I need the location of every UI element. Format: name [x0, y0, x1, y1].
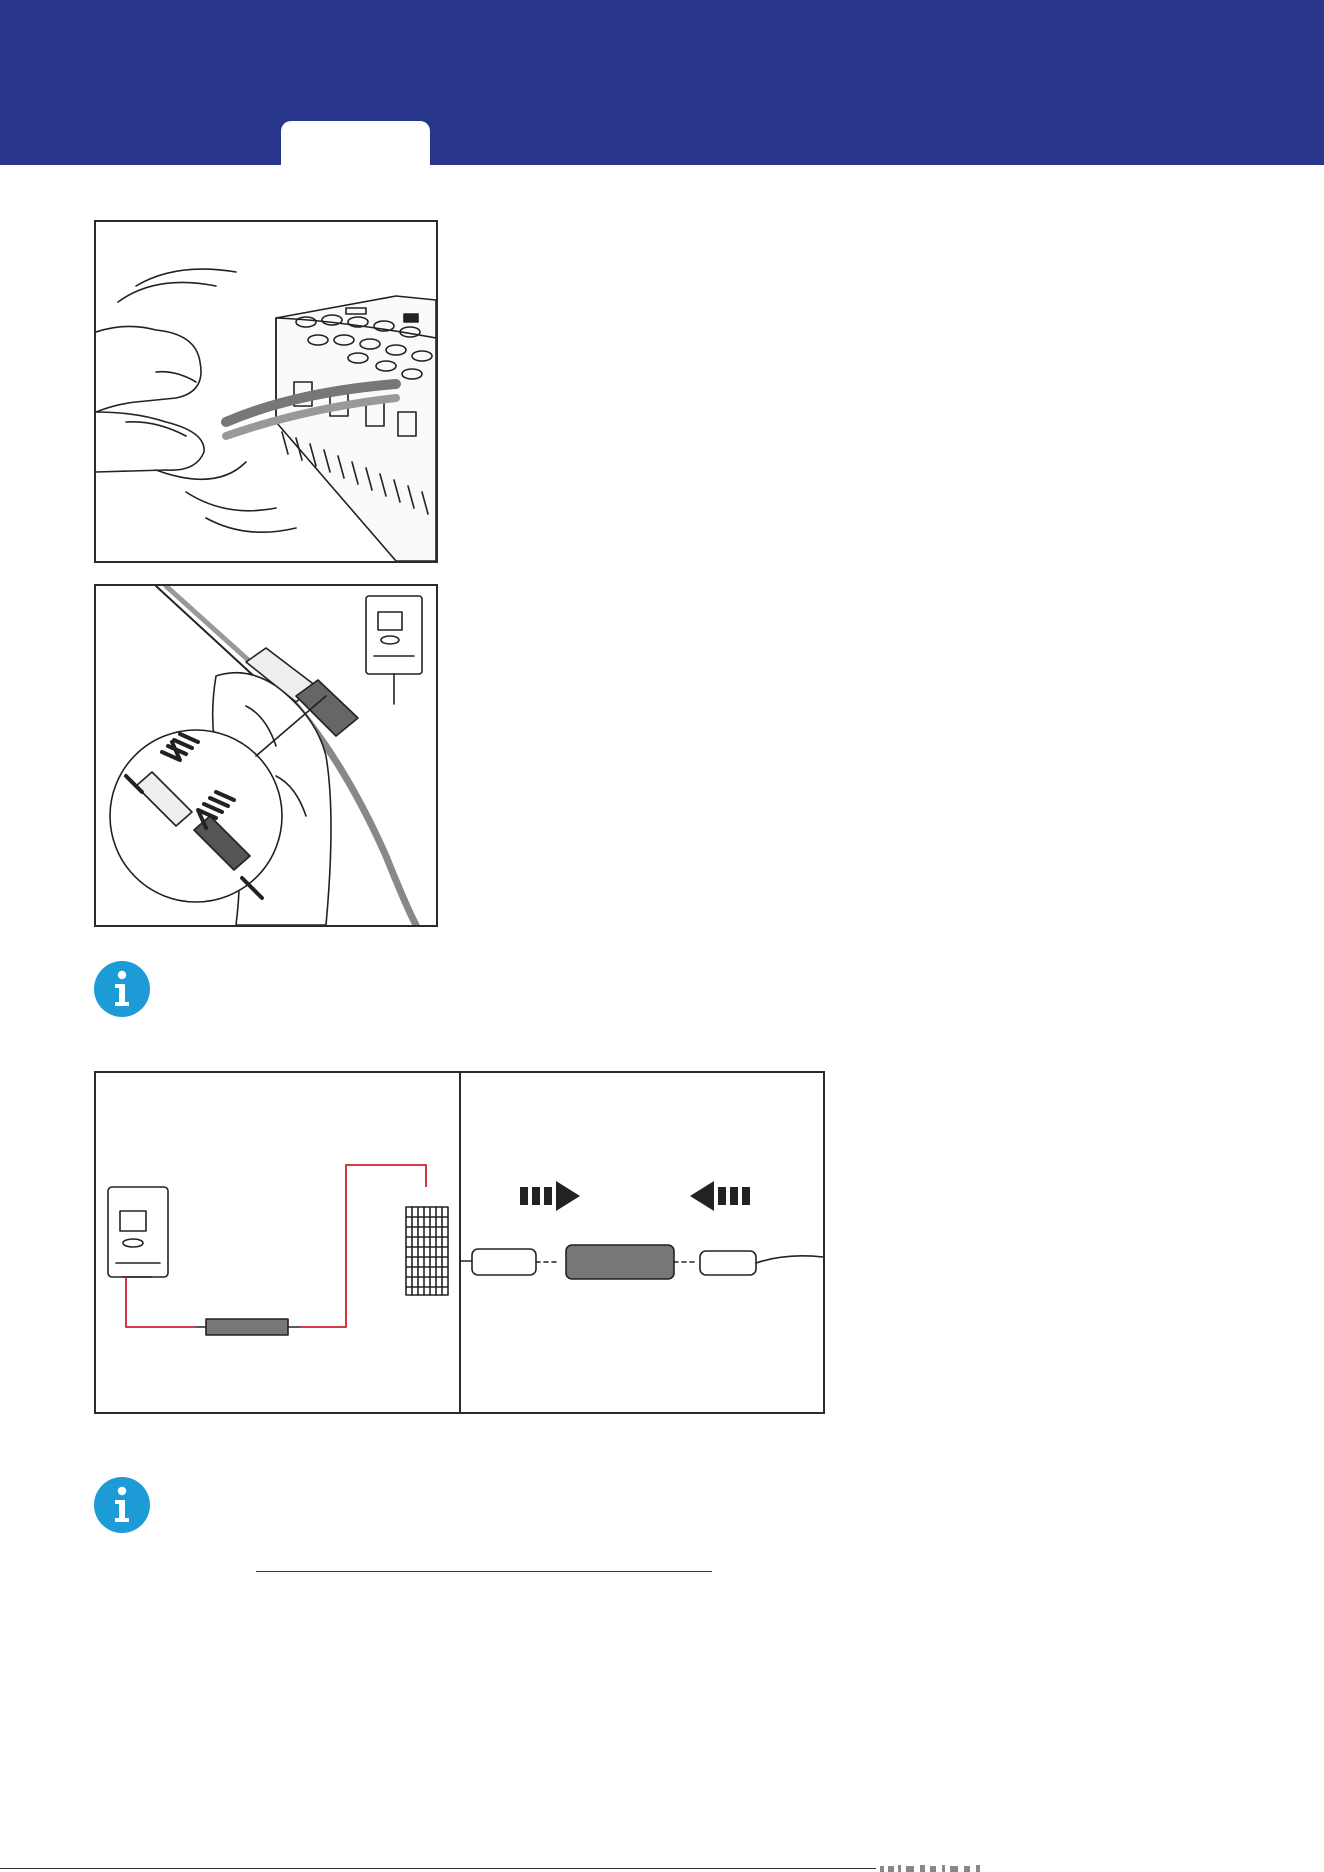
- info-icon: [93, 1476, 151, 1534]
- link-underline[interactable]: [256, 1571, 712, 1572]
- footer-rule: [0, 1868, 876, 1869]
- hand-connecting-mc4-illustration: [96, 586, 436, 925]
- header-tab[interactable]: [281, 121, 430, 165]
- header-band: [0, 0, 1324, 165]
- hand-removing-wire-illustration: [96, 222, 436, 561]
- footer-text-fragment: [880, 1864, 1000, 1872]
- figure-wiring-diagram: [94, 1071, 825, 1414]
- figure-disconnect-terminal: [94, 220, 438, 563]
- figure-mc4-connection: [94, 584, 438, 927]
- wiring-diagram-illustration: [96, 1073, 823, 1412]
- info-icon: [93, 960, 151, 1018]
